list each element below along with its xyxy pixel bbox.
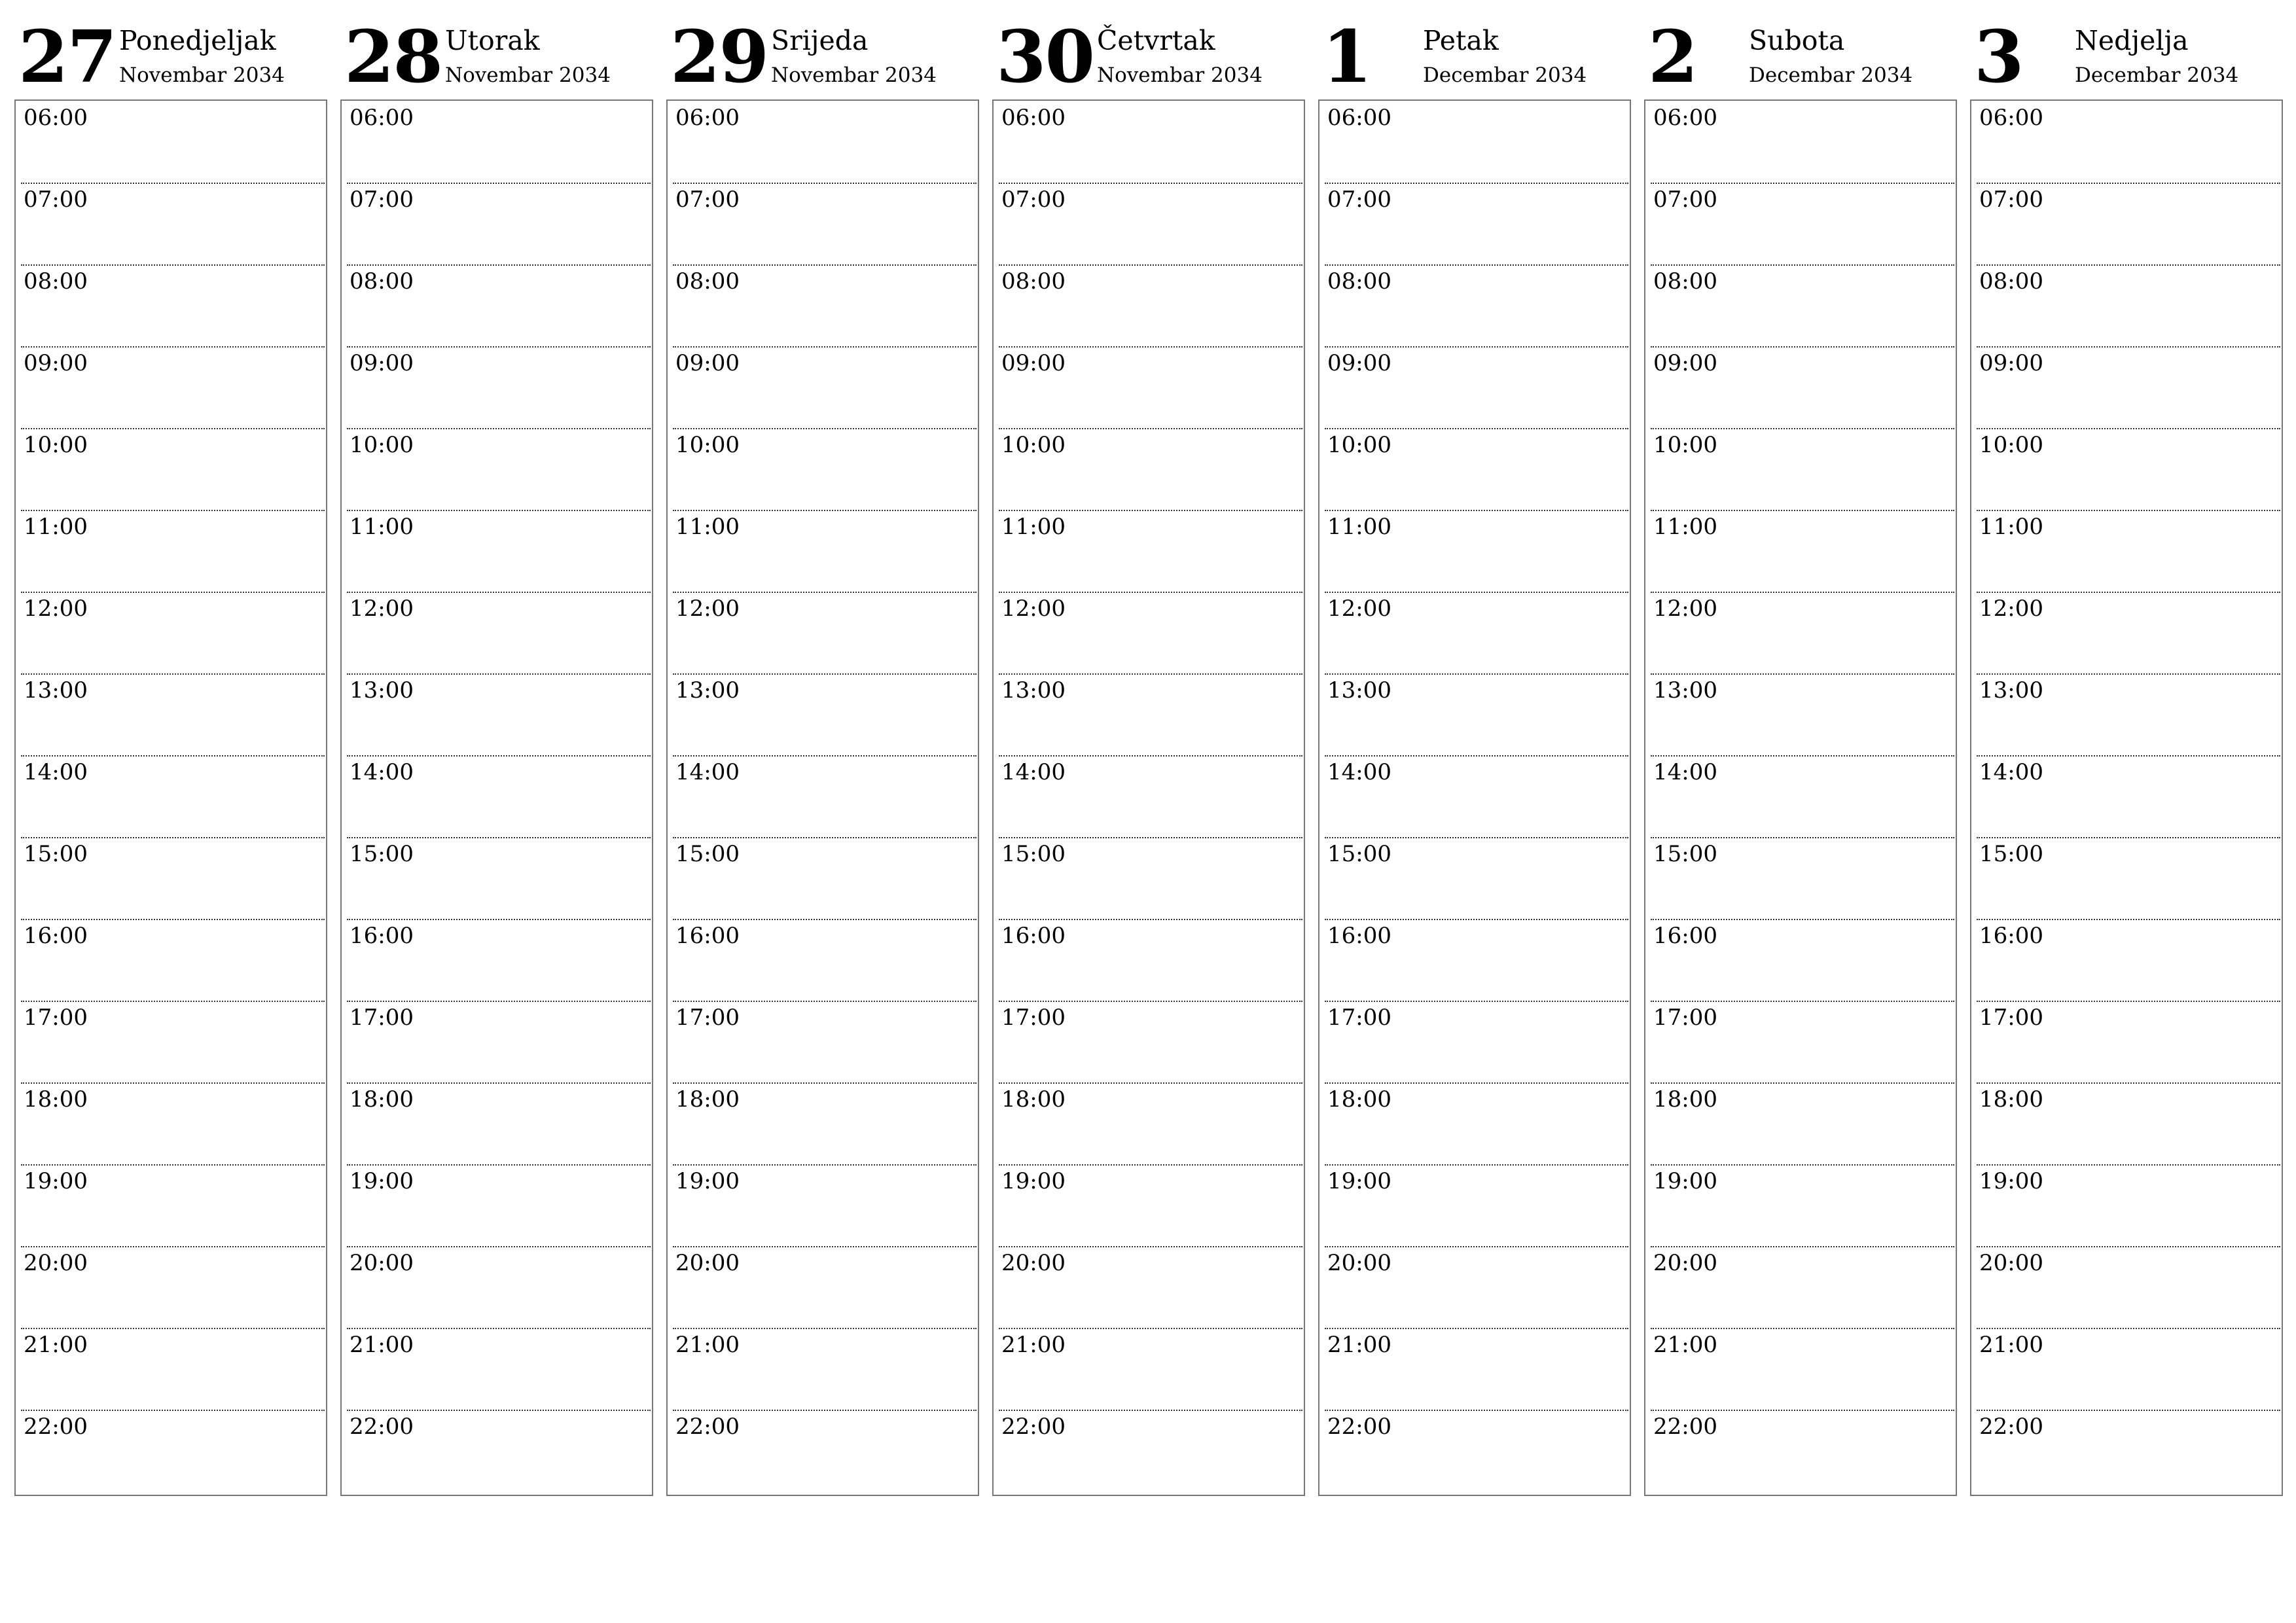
time-slot[interactable]: 11:00	[1651, 511, 1954, 593]
time-slot[interactable]: 19:00	[673, 1166, 977, 1247]
day-number: 28	[344, 14, 442, 99]
day-name: Utorak	[445, 25, 540, 56]
day-name: Ponedjeljak	[119, 25, 276, 56]
time-slot[interactable]: 19:00	[1325, 1166, 1628, 1247]
day-number: 29	[670, 14, 768, 99]
time-slot[interactable]: 10:00	[347, 429, 651, 511]
time-slot[interactable]: 19:00	[1977, 1166, 2280, 1247]
day-column	[992, 0, 1305, 1440]
time-slot[interactable]: 20:00	[347, 1247, 651, 1329]
time-slot[interactable]: 17:00	[673, 1002, 977, 1084]
time-slot[interactable]: 09:00	[673, 348, 977, 429]
time-slot[interactable]: 22:00	[1001, 1414, 1066, 1440]
day-schedule-box	[992, 99, 1305, 1496]
time-slot[interactable]: 08:00	[1325, 266, 1628, 348]
time-slot[interactable]: 19:00	[1651, 1166, 1954, 1247]
time-slot[interactable]: 14:00	[21, 757, 325, 838]
day-number: 27	[18, 14, 117, 99]
day-header	[340, 0, 653, 99]
time-slot[interactable]: 16:00	[1977, 920, 2280, 1002]
month-year: Novembar 2034	[119, 63, 285, 87]
time-slot[interactable]: 17:00	[1651, 1002, 1954, 1084]
time-slot[interactable]: 10:00	[999, 429, 1302, 511]
time-slot[interactable]: 10:00	[673, 429, 977, 511]
time-slot[interactable]: 13:00	[1325, 675, 1628, 757]
time-slot[interactable]: 14:00	[999, 757, 1302, 838]
time-slot[interactable]: 20:00	[1977, 1247, 2280, 1329]
day-schedule-box	[340, 99, 653, 1496]
time-slot[interactable]: 22:00	[675, 1414, 740, 1440]
time-slot[interactable]: 17:00	[21, 1002, 325, 1084]
time-slot[interactable]: 13:00	[21, 675, 325, 757]
day-number: 1	[1322, 14, 1371, 99]
time-slot[interactable]: 18:00	[347, 1084, 651, 1166]
time-slot[interactable]: 14:00	[673, 757, 977, 838]
day-column	[340, 0, 653, 1440]
day-header	[666, 0, 979, 99]
time-slot[interactable]: 16:00	[21, 920, 325, 1002]
time-slot[interactable]: 15:00	[1325, 838, 1628, 920]
day-header	[14, 0, 327, 99]
time-slot[interactable]: 10:00	[1325, 429, 1628, 511]
time-slot[interactable]: 13:00	[1977, 675, 2280, 757]
time-slot[interactable]: 06:00	[1977, 102, 2280, 184]
time-slot[interactable]: 08:00	[673, 266, 977, 348]
time-slot[interactable]: 06:00	[1325, 102, 1628, 184]
time-slot[interactable]: 12:00	[673, 593, 977, 675]
time-slot[interactable]: 21:00	[999, 1329, 1302, 1411]
time-slot[interactable]: 21:00	[1325, 1329, 1628, 1411]
day-column	[1318, 0, 1631, 1440]
time-slot[interactable]: 12:00	[1325, 593, 1628, 675]
time-slot[interactable]: 19:00	[999, 1166, 1302, 1247]
time-slot[interactable]: 15:00	[21, 838, 325, 920]
time-slot[interactable]: 22:00	[1653, 1414, 1717, 1440]
time-slot[interactable]: 06:00	[347, 102, 651, 184]
time-slot[interactable]: 16:00	[1651, 920, 1954, 1002]
time-slot[interactable]: 11:00	[1325, 511, 1628, 593]
time-slot[interactable]: 08:00	[347, 266, 651, 348]
time-slot[interactable]: 15:00	[1651, 838, 1954, 920]
time-slot[interactable]: 17:00	[999, 1002, 1302, 1084]
day-column	[666, 0, 979, 1440]
time-slot[interactable]: 11:00	[21, 511, 325, 593]
time-slot[interactable]: 21:00	[347, 1329, 651, 1411]
time-slot[interactable]: 07:00	[1977, 184, 2280, 266]
time-slot[interactable]: 09:00	[21, 348, 325, 429]
time-slot[interactable]: 15:00	[347, 838, 651, 920]
time-slot[interactable]: 09:00	[347, 348, 651, 429]
day-schedule-box	[666, 99, 979, 1496]
day-name: Četvrtak	[1097, 25, 1215, 56]
time-slot[interactable]: 12:00	[1651, 593, 1954, 675]
time-slot[interactable]: 13:00	[1651, 675, 1954, 757]
day-schedule-box	[1318, 99, 1631, 1496]
time-slot[interactable]: 18:00	[1325, 1084, 1628, 1166]
month-year: Novembar 2034	[771, 63, 937, 87]
time-slot[interactable]: 11:00	[673, 511, 977, 593]
time-slot[interactable]: 20:00	[21, 1247, 325, 1329]
time-slot[interactable]: 06:00	[21, 102, 325, 184]
time-slot[interactable]: 17:00	[1977, 1002, 2280, 1084]
day-column	[14, 0, 327, 1440]
time-slot[interactable]: 18:00	[1651, 1084, 1954, 1166]
time-slot[interactable]: 20:00	[673, 1247, 977, 1329]
time-slot[interactable]: 06:00	[999, 102, 1302, 184]
time-slot[interactable]: 22:00	[1327, 1414, 1391, 1440]
time-slot[interactable]: 22:00	[24, 1414, 88, 1440]
day-number: 3	[1974, 14, 2023, 99]
time-slot[interactable]: 16:00	[673, 920, 977, 1002]
day-schedule-box	[1970, 99, 2283, 1496]
time-slot[interactable]: 21:00	[1651, 1329, 1954, 1411]
day-header	[1644, 0, 1957, 99]
time-slot[interactable]: 08:00	[21, 266, 325, 348]
time-slot[interactable]: 08:00	[1977, 266, 2280, 348]
month-year: Novembar 2034	[1097, 63, 1263, 87]
time-slot[interactable]: 06:00	[1651, 102, 1954, 184]
day-number: 30	[996, 14, 1094, 99]
time-slot[interactable]: 10:00	[1651, 429, 1954, 511]
time-slot[interactable]: 19:00	[21, 1166, 325, 1247]
time-slot[interactable]: 11:00	[1977, 511, 2280, 593]
day-number: 2	[1648, 14, 1697, 99]
time-slot[interactable]: 22:00	[1979, 1414, 2043, 1440]
time-slot[interactable]: 18:00	[999, 1084, 1302, 1166]
time-slot[interactable]: 07:00	[673, 184, 977, 266]
time-slot[interactable]: 14:00	[1977, 757, 2280, 838]
day-schedule-box	[14, 99, 327, 1496]
time-slot[interactable]: 09:00	[1325, 348, 1628, 429]
time-slot[interactable]: 14:00	[347, 757, 651, 838]
day-schedule-box	[1644, 99, 1957, 1496]
time-slot[interactable]: 20:00	[999, 1247, 1302, 1329]
day-header	[1970, 0, 2283, 99]
time-slot[interactable]: 10:00	[21, 429, 325, 511]
time-slot[interactable]: 11:00	[347, 511, 651, 593]
time-slot[interactable]: 15:00	[1977, 838, 2280, 920]
time-slot[interactable]: 08:00	[999, 266, 1302, 348]
time-slot[interactable]: 09:00	[1977, 348, 2280, 429]
month-year: Decembar 2034	[2075, 63, 2239, 87]
time-slot[interactable]: 17:00	[347, 1002, 651, 1084]
time-slot[interactable]: 07:00	[1651, 184, 1954, 266]
month-year: Novembar 2034	[445, 63, 611, 87]
time-slot[interactable]: 12:00	[347, 593, 651, 675]
time-slot[interactable]: 11:00	[999, 511, 1302, 593]
day-header	[992, 0, 1305, 99]
time-slot[interactable]: 12:00	[999, 593, 1302, 675]
day-header	[1318, 0, 1631, 99]
time-slot[interactable]: 16:00	[999, 920, 1302, 1002]
time-slot[interactable]: 18:00	[21, 1084, 325, 1166]
month-year: Decembar 2034	[1749, 63, 1913, 87]
day-name: Srijeda	[771, 25, 869, 56]
time-slot[interactable]: 20:00	[1651, 1247, 1954, 1329]
time-slot[interactable]: 13:00	[347, 675, 651, 757]
time-slot[interactable]: 13:00	[999, 675, 1302, 757]
time-slot[interactable]: 14:00	[1325, 757, 1628, 838]
day-name: Nedjelja	[2075, 25, 2189, 56]
time-slot[interactable]: 12:00	[21, 593, 325, 675]
day-name: Subota	[1749, 25, 1845, 56]
time-slot[interactable]: 16:00	[347, 920, 651, 1002]
time-slot[interactable]: 16:00	[1325, 920, 1628, 1002]
day-name: Petak	[1423, 25, 1499, 56]
time-slot[interactable]: 13:00	[673, 675, 977, 757]
time-slot[interactable]: 09:00	[999, 348, 1302, 429]
time-slot[interactable]: 17:00	[1325, 1002, 1628, 1084]
time-slot[interactable]: 22:00	[350, 1414, 414, 1440]
time-slot[interactable]: 20:00	[1325, 1247, 1628, 1329]
time-slot[interactable]: 21:00	[673, 1329, 977, 1411]
time-slot[interactable]: 12:00	[1977, 593, 2280, 675]
time-slot[interactable]: 09:00	[1651, 348, 1954, 429]
time-slot[interactable]: 06:00	[673, 102, 977, 184]
time-slot[interactable]: 21:00	[21, 1329, 325, 1411]
time-slot[interactable]: 07:00	[21, 184, 325, 266]
day-column	[1970, 0, 2283, 1440]
time-slot[interactable]: 18:00	[1977, 1084, 2280, 1166]
time-slot[interactable]: 08:00	[1651, 266, 1954, 348]
time-slot[interactable]: 21:00	[1977, 1329, 2280, 1411]
time-slot[interactable]: 10:00	[1977, 429, 2280, 511]
time-slot[interactable]: 18:00	[673, 1084, 977, 1166]
time-slot[interactable]: 07:00	[999, 184, 1302, 266]
time-slot[interactable]: 14:00	[1651, 757, 1954, 838]
time-slot[interactable]: 07:00	[1325, 184, 1628, 266]
time-slot[interactable]: 15:00	[999, 838, 1302, 920]
time-slot[interactable]: 07:00	[347, 184, 651, 266]
time-slot[interactable]: 15:00	[673, 838, 977, 920]
time-slot[interactable]: 19:00	[347, 1166, 651, 1247]
day-column	[1644, 0, 1957, 1440]
month-year: Decembar 2034	[1423, 63, 1587, 87]
